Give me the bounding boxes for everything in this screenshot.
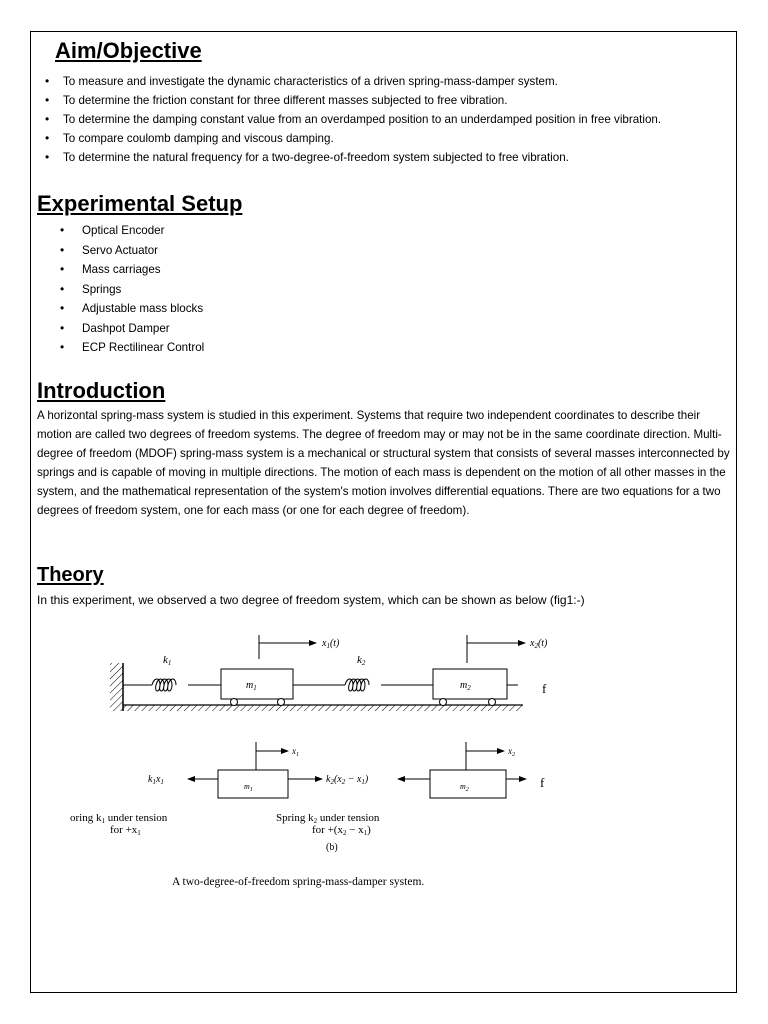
wheel: [489, 699, 496, 706]
mass-m1-label: $m_1$: [246, 680, 257, 692]
top-diagram: [110, 635, 548, 711]
figure-caption: A two-degree-of-freedom spring-mass-damper system.: [172, 876, 425, 888]
setup-heading: Experimental Setup: [37, 191, 243, 216]
caption-spring-k2-line1: Spring k2 under tension: [276, 812, 380, 825]
caption-spring-k1-line2: for +x1: [110, 824, 141, 837]
setup-item: • Optical Encoder: [60, 221, 204, 241]
x1-label: $x_1$: [292, 746, 299, 758]
spring-k2: [345, 679, 369, 691]
mass-m1-freebody-label: $m_1$: [244, 782, 253, 793]
introduction-heading: Introduction: [37, 378, 166, 403]
aim-heading: Aim/Objective: [55, 38, 202, 63]
wheel: [440, 699, 447, 706]
spring-k1-label: k1: [163, 654, 172, 667]
force-k1x1-label: $k_1x_1$: [148, 774, 164, 786]
setup-list: [60, 221, 204, 358]
aim-list: [38, 72, 728, 167]
force-f-label: f: [542, 681, 547, 696]
aim-item: • To determine the natural frequency for a two-degree-of-freedom system subjected to free vibration.: [38, 148, 728, 167]
ground-hatch: [123, 705, 523, 711]
force-f-label: f: [540, 775, 545, 790]
x2-label: $x_2(t)$: [530, 638, 548, 650]
spring-k2-label: k2: [357, 654, 366, 667]
introduction-paragraph: A horizontal spring-mass system is studied in this experiment. Systems that require two independent coordinates to describe their motion are called two degrees of freedom systems. The degree of freedom may or may not be in the same coordinate direction. Multi-degree of freedom (MDOF) spring-mass system is a mechanical or structural system that consists of several masses interconnected by springs and is capable of moving in multiple directions. The motion of each mass is dependent on the motion of all other masses in the system, and the mathematical representation of the system's motion involves differential equations. There are two equations for a two degrees of freedom system, one for each mass (or one for each degree of freedom).: [37, 409, 730, 517]
mass-m2-freebody: [430, 770, 506, 798]
subfigure-label-b: (b): [326, 842, 338, 853]
wheel: [231, 699, 238, 706]
mass-m1: [221, 669, 293, 699]
setup-item: • Servo Actuator: [60, 241, 204, 261]
aim-item: • To determine the friction constant for three different masses subjected to free vibration.: [38, 91, 728, 110]
bottom-diagram: [70, 742, 545, 888]
x1-label: $x_1(t)$: [322, 638, 340, 650]
setup-item: • Mass carriages: [60, 260, 204, 280]
aim-item: • To measure and investigate the dynamic characteristics of a driven spring-mass-damper system.: [38, 72, 728, 91]
spring-mass-figure: [70, 625, 580, 895]
x2-label: $x_2$: [508, 746, 515, 758]
setup-item: • Dashpot Damper: [60, 319, 204, 339]
setup-item: • Adjustable mass blocks: [60, 299, 204, 319]
aim-item: • To compare coulomb damping and viscous damping.: [38, 129, 728, 148]
caption-spring-k1-line1: oring k1 under tension: [70, 812, 168, 825]
mass-m1-freebody: [218, 770, 288, 798]
theory-paragraph: In this experiment, we observed a two degree of freedom system, which can be shown as below (fig1:-): [37, 593, 585, 607]
theory-heading: Theory: [37, 564, 104, 586]
setup-item: • ECP Rectilinear Control: [60, 338, 204, 358]
setup-item: • Springs: [60, 280, 204, 300]
aim-item: • To determine the damping constant value from an overdamped position to an underdamped position in free vibration.: [38, 110, 728, 129]
mass-m2-freebody-label: $m_2$: [460, 782, 469, 793]
caption-spring-k2-line2: for +(x2 − x1): [312, 824, 371, 837]
force-k2-label: $k_2(x_2 - x_1)$: [326, 774, 369, 786]
wheel: [278, 699, 285, 706]
wall-hatch: [110, 663, 123, 711]
spring-k1: [152, 679, 176, 691]
mass-m2-label: $m_2$: [460, 680, 471, 692]
